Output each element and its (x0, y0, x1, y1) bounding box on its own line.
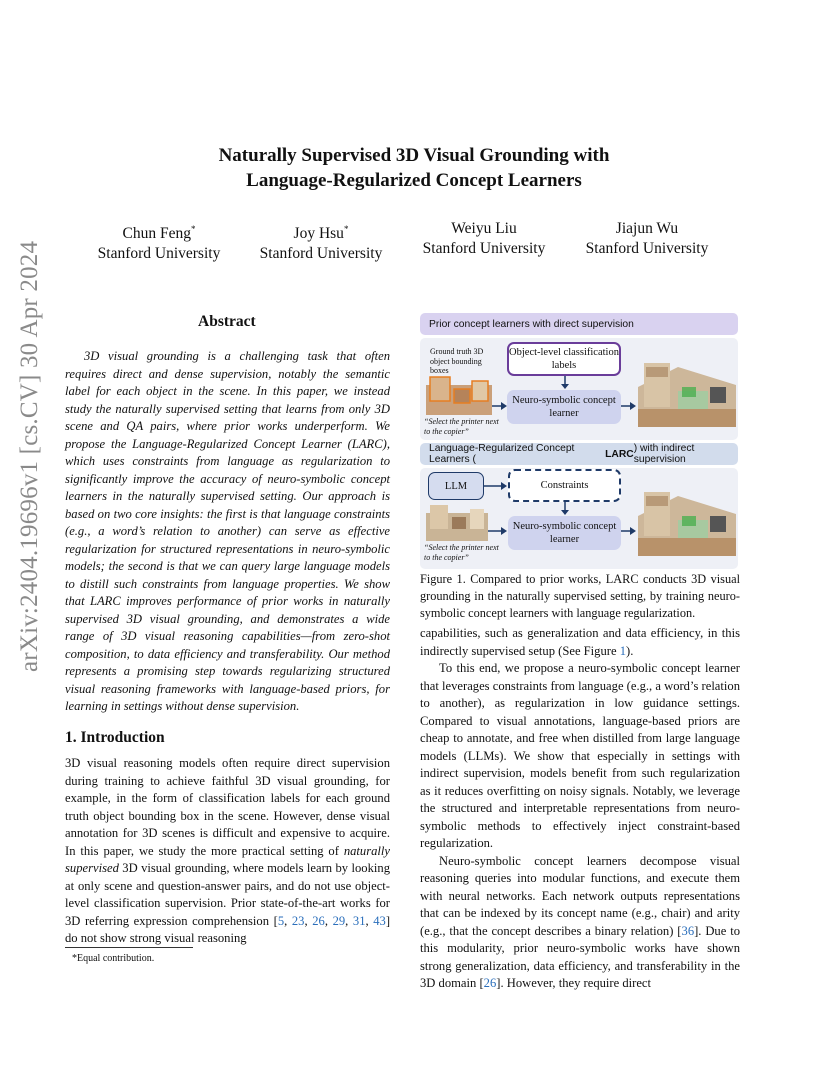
query-text: “Select the printer next to the copier” (424, 417, 499, 436)
citation-link[interactable]: 36 (681, 923, 695, 938)
title-line-2: Language-Regularized Concept Learners (246, 170, 582, 191)
title-line-1: Naturally Supervised 3D Visual Grounding with (218, 145, 610, 166)
neuro-symbolic-box: Neuro-symbolic concept learner (508, 516, 621, 550)
footnote: *Equal contribution. (72, 953, 155, 964)
gt-label: Ground truth 3D object bounding boxes (430, 347, 484, 375)
constraints-box: Constraints (508, 469, 621, 502)
llm-box: LLM (428, 472, 484, 500)
author-affil: Stanford University (97, 245, 221, 263)
author-3 (399, 219, 569, 259)
author-2: Joy Hsu* Stanford University (236, 219, 406, 264)
author-1: Chun Feng* Stanford University (74, 219, 244, 264)
figure-1 (420, 313, 738, 569)
arxiv-stamp: arXiv:2404.19696v1 [cs.CV] 30 Apr 2024 (16, 240, 43, 672)
paper-title (0, 143, 828, 193)
author-name: Chun Feng (122, 225, 191, 243)
author-4 (562, 219, 732, 259)
intro-paragraph: 3D visual reasoning models often require direct supervision during training to achieve faithful 3D visual grounding, for example, in the form of classification labels for each ground truth object bounding box in the scene. However, dense visual annotation for 3D scenes is difficult and expensive to acquire. In this paper, we study the more practical setting of naturally supervised 3D visual grounding, where models learn by looking at only scene and question-answer pairs, and do not use object-level classification supervision. Prior state-of-the-art works for 3D referring expression comprehension [5, 23, 26, 29, 31, 43] do not show strong visual reasoning (65, 756, 391, 945)
output-scene-image (638, 486, 736, 556)
citation-link[interactable]: 31 (352, 913, 366, 928)
figure-band-prior: Prior concept learners with direct supervision (420, 313, 738, 335)
figure-band-larc: Language-Regularized Concept Learners ( LARC ) with indirect supervision (420, 443, 738, 465)
arrow-right-icon (621, 526, 637, 536)
arrow-down-icon (560, 376, 570, 390)
arrow-right-icon (488, 526, 508, 536)
right-column-text (420, 625, 740, 993)
object-level-box: Object-level classification labels (507, 342, 621, 376)
paragraph: To this end, we propose a neuro-symbolic concept learner that leverages constraints from language (e.g., a word’s relation to another), as regularization in low guidance settings. Compared to visual annotations, language-based priors are cheap to annotate, and free when distilled from large language models (LLMs). We show that especially in settings with indirect supervision, models benefit from such regularization as it reduces overfitting on noisy signals. Notably, we leverage the structured and interpretable representations from neuro-symbolic methods to effectively inject constraint-based regularization. (420, 661, 740, 850)
citation-link[interactable]: 26 (483, 976, 497, 990)
footnote-rule (65, 947, 193, 948)
paragraph: capabilities, such as generalization and data efficiency, in this indirectly supervised setup (See Figure 1). (420, 626, 740, 658)
arrow-down-icon (560, 502, 570, 516)
citation-link[interactable]: 29 (332, 913, 346, 928)
author-affil: Stanford University (585, 240, 709, 257)
query-text: “Select the printer next to the copier” (424, 543, 499, 562)
arrow-right-icon (492, 401, 508, 411)
author-name: Weiyu Liu (451, 220, 517, 237)
abstract-heading: Abstract (198, 313, 256, 330)
scene-thumbnail (426, 375, 492, 415)
figure-caption: Figure 1. Compared to prior works, LARC conducts 3D visual grounding in the naturally supervised setting, by training neuro-symbolic concept learners with language regularization. (420, 572, 740, 620)
abstract-text: 3D visual grounding is a challenging task that often requires direct and dense supervision, notably the semantic label for each object in the scene. In this paper, we instead study the naturally supervised setting that learns from only 3D scene and QA pairs, where prior works underperform. We propose the Language-Regularized Concept Learner (LARC), which uses constraints from language as regularization to significantly improve the accuracy of neuro-symbolic concept learners in the naturally supervised setting. Our approach is based on two core insights: the first is that language constraints (e.g., a word’s relation to another) can serve as effective regularization for structured representations in neuro-symbolic models; the second is that we can query large language models to distill such constraints from language properties. We show that LARC improves performance of prior works in naturally supervised 3D visual grounding, and demonstrates a wide range of 3D visual reasoning capabilities—from zero-shot composition, to data efficiency and transferability. Our method represents a promising step towards regularizing structured visual reasoning frameworks with language-based priors, for learning in settings without dense supervision. (65, 349, 390, 713)
arrow-right-icon (621, 401, 637, 411)
neuro-symbolic-box: Neuro-symbolic concept learner (507, 390, 621, 424)
author-affil: Stanford University (259, 245, 383, 263)
figure-ref-link[interactable]: 1 (619, 643, 627, 658)
author-affil: Stanford University (422, 240, 546, 257)
citation-link[interactable]: 5 (277, 913, 285, 928)
author-name: Joy Hsu (293, 225, 344, 243)
arrow-right-icon (484, 481, 508, 491)
scene-thumbnail (426, 503, 488, 541)
paragraph: Neuro-symbolic concept learners decompose visual reasoning queries into modular functions, and execute them with neural networks. Each network outputs representations that can be indexed by its concept name (e.g., chair) and arity (e.g., that the concept describes a binary relation) [36]. Due to this modularity, prior neuro-symbolic works have shown strong generalization, data efficiency, and transferability in the 3D domain [26]. However, they require direct (420, 853, 740, 990)
citation-link[interactable]: 23 (291, 913, 305, 928)
output-scene-image (638, 357, 736, 427)
citation-link[interactable]: 26 (312, 913, 325, 928)
citation-link[interactable]: 43 (373, 913, 386, 928)
author-name: Jiajun Wu (615, 220, 679, 237)
section-heading: 1. Introduction (65, 729, 165, 746)
